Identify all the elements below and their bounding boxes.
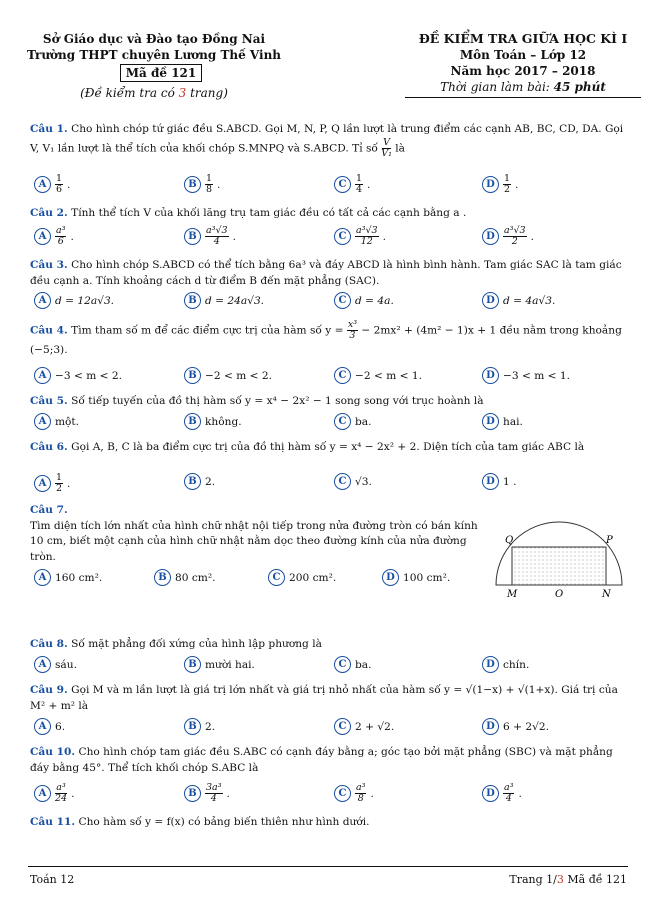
- option-b[interactable]: B −2 < m < 2.: [184, 367, 272, 384]
- option-c[interactable]: C 2 + √2.: [334, 718, 394, 735]
- question-1-text: Cho hình chóp tứ giác đều S.ABCD. Gọi M, N, P, Q lần lượt là trung điểm các cạnh AB, BC, CD, DA. Gọi V, V₁ lần lượt là thể tích của khối chóp S.MNPQ và S.ABCD. Tỉ số: [30, 123, 624, 154]
- footer-rule: [28, 866, 628, 867]
- question-10-text: Cho hình chóp tam giác đều S.ABC có cạnh đáy bằng a; góc tạo bởi mặt phẳng (SBC) và mặt phẳng đáy bằng 45°. Thể tích khối chóp S.ABC là: [30, 746, 613, 774]
- option-b[interactable]: B 80 cm².: [154, 569, 215, 586]
- option-b[interactable]: B $\frac{\text{a³√3}}{4}$ .: [184, 226, 236, 247]
- question-6-options: [34, 473, 631, 497]
- option-c[interactable]: C −2 < m < 1.: [334, 367, 422, 384]
- question-2-options: [34, 226, 631, 252]
- option-c[interactable]: C ba.: [334, 413, 371, 430]
- question-9-text: Gọi M và m lần lượt là giá trị lớn nhất và giá trị nhỏ nhất của hàm số y = √(1−x) + √(1+x). Giá trị của M² + m² là: [30, 684, 618, 712]
- footer-page-info: Trang 1/3 Mã đề 121: [509, 873, 627, 886]
- option-b[interactable]: B mười hai.: [184, 656, 255, 673]
- question-9-options: [34, 718, 631, 738]
- question-3-options: [34, 292, 631, 312]
- option-d[interactable]: D $\frac{1}{2}$ .: [482, 174, 518, 195]
- option-d[interactable]: D 6 + 2√2.: [482, 718, 549, 735]
- inscribed-rectangle: [512, 547, 606, 585]
- option-b[interactable]: B 2.: [184, 473, 215, 490]
- option-c[interactable]: C √3.: [334, 473, 372, 490]
- option-d[interactable]: D d = 4a√3.: [482, 292, 555, 309]
- option-c[interactable]: C $\frac{\text{a³√3}}{12}$ .: [334, 226, 386, 247]
- footer-subject: Toán 12: [30, 873, 75, 886]
- point-q-label: Q: [505, 535, 514, 546]
- option-c[interactable]: C 200 cm².: [268, 569, 336, 586]
- question-8: Câu 8. Số mặt phẳng đối xứng của hình lập phương là: [30, 638, 322, 650]
- option-a[interactable]: A d = 12a√3.: [34, 292, 114, 309]
- question-3-text: Cho hình chóp S.ABCD có thể tích bằng 6a³ và đáy ABCD là hình bình hành. Tam giác SAC là tam giác đều cạnh a. Tính khoảng cách d từ điểm B đến mặt phẳng (SAC).: [30, 259, 622, 287]
- question-2-text: Tính thể tích V của khối lăng trụ tam giác đều có tất cả các cạnh bằng a .: [71, 207, 467, 219]
- school-name: Trường THPT chuyên Lương Thế Vinh: [26, 48, 282, 62]
- point-p-label: P: [606, 535, 613, 546]
- option-a[interactable]: A $\frac{\text{a³}}{6}$ .: [34, 226, 74, 247]
- option-d[interactable]: D $\frac{\text{a³√3}}{2}$ .: [482, 226, 534, 247]
- option-d[interactable]: D chín.: [482, 656, 529, 673]
- question-5-options: [34, 413, 631, 433]
- question-6-text: Gọi A, B, C là ba điểm cực trị của đồ thị hàm số y = x⁴ − 2x² + 2. Diện tích của tam giác ABC là: [71, 441, 585, 453]
- option-d[interactable]: D 100 cm².: [382, 569, 450, 586]
- point-n-label: N: [602, 589, 611, 600]
- subject: Môn Toán – Lớp 12: [459, 48, 587, 62]
- question-10: Câu 10. Cho hình chóp tam giác đều S.ABC có cạnh đáy bằng a; góc tạo bởi mặt phẳng (SBC) và mặt phẳng đáy bằng 45°. Thể tích khối chóp S.ABC là: [30, 746, 613, 774]
- option-b[interactable]: B $\frac{\text{3a³}}{4}$ .: [184, 783, 230, 804]
- option-b[interactable]: B d = 24a√3.: [184, 292, 264, 309]
- question-4: Câu 4. Tìm tham số m để các điểm cực trị của hàm số y = $\frac{\text{x³}}{3}$ − 2mx² + (4m² − 1)x + 1 đều nằm trong khoảng (−5;3).: [30, 319, 622, 356]
- option-c[interactable]: C $\frac{\text{a³}}{8}$ .: [334, 783, 374, 804]
- option-c[interactable]: C ba.: [334, 656, 371, 673]
- school-year: Năm học 2017 – 2018: [450, 64, 596, 78]
- page-count-note: (Đề kiểm tra có 3 trang): [80, 86, 228, 100]
- option-b[interactable]: B $\frac{1}{8}$ .: [184, 174, 220, 195]
- option-c[interactable]: C d = 4a.: [334, 292, 394, 309]
- option-d[interactable]: D −3 < m < 1.: [482, 367, 570, 384]
- exam-title: ĐỀ KIỂM TRA GIỮA HỌC KÌ I: [418, 31, 628, 46]
- question-5-text: Số tiếp tuyến của đồ thị hàm số y = x⁴ − 2x² − 1 song song với trục hoành là: [71, 395, 484, 407]
- department-name: Sở Giáo dục và Đào tạo Đồng Nai: [42, 32, 266, 46]
- option-a[interactable]: A −3 < m < 2.: [34, 367, 122, 384]
- question-6: Câu 6. Gọi A, B, C là ba điểm cực trị của đồ thị hàm số y = x⁴ − 2x² + 2. Diện tích của tam giác ABC là: [30, 441, 585, 453]
- time-allowed: Thời gian làm bài: 45 phút: [405, 79, 641, 98]
- question-1-options: [34, 174, 631, 194]
- question-9: Câu 9. Gọi M và m lần lượt là giá trị lớn nhất và giá trị nhỏ nhất của hàm số y = √(1−x) + √(1+x). Giá trị của M² + m² là: [30, 684, 618, 712]
- exam-code-box: Mã đề 121: [120, 64, 202, 82]
- option-d[interactable]: D 1 .: [482, 473, 516, 490]
- question-4-options: [34, 367, 631, 387]
- question-11-text: Cho hàm số y = f(x) có bảng biến thiên như hình dưới.: [78, 816, 370, 828]
- option-d[interactable]: D $\frac{\text{a³}}{4}$ .: [482, 783, 522, 804]
- question-7: Câu 7. Tìm diện tích lớn nhất của hình chữ nhật nội tiếp trong nửa đường tròn có bán kính 10 cm, biết một cạnh của hình chữ nhật nằm dọc theo đường kính của nửa đường tròn.: [30, 503, 490, 565]
- question-3: Câu 3. Cho hình chóp S.ABCD có thể tích bằng 6a³ và đáy ABCD là hình bình hành. Tam giác SAC là tam giác đều cạnh a. Tính khoảng cách d từ điểm B đến mặt phẳng (SAC).: [30, 259, 622, 287]
- option-a[interactable]: A $\frac{1}{2}$ .: [34, 473, 70, 494]
- option-a[interactable]: A $\frac{1}{6}$ .: [34, 174, 70, 195]
- question-2: Câu 2. Tính thể tích V của khối lăng trụ tam giác đều có tất cả các cạnh bằng a .: [30, 207, 467, 219]
- question-5: Câu 5. Số tiếp tuyến của đồ thị hàm số y = x⁴ − 2x² − 1 song song với trục hoành là: [30, 395, 484, 407]
- option-a[interactable]: A 160 cm².: [34, 569, 102, 586]
- option-d[interactable]: D hai.: [482, 413, 523, 430]
- question-1: Câu 1. Cho hình chóp tứ giác đều S.ABCD. Gọi M, N, P, Q lần lượt là trung điểm các cạnh AB, BC, CD, DA. Gọi V, V₁ lần lượt là thể tích của khối chóp S.MNPQ và S.ABCD. Tỉ số $\frac{V}{\text{V₁}}$ là: [30, 123, 624, 159]
- option-a[interactable]: A một.: [34, 413, 79, 430]
- question-7-text: Tìm diện tích lớn nhất của hình chữ nhật nội tiếp trong nửa đường tròn có bán kính 10 cm, biết một cạnh của hình chữ nhật nằm dọc theo đường kính của nửa đường tròn.: [30, 519, 478, 563]
- question-7-options: [34, 569, 474, 589]
- point-m-label: M: [507, 589, 518, 600]
- semicircle-figure: [490, 515, 640, 600]
- option-a[interactable]: A sáu.: [34, 656, 77, 673]
- point-o-label: O: [555, 589, 564, 600]
- question-10-options: [34, 783, 631, 809]
- option-c[interactable]: C $\frac{1}{4}$ .: [334, 174, 370, 195]
- option-b[interactable]: B 2.: [184, 718, 215, 735]
- option-b[interactable]: B không.: [184, 413, 242, 430]
- question-8-options: [34, 656, 631, 676]
- option-a[interactable]: A 6.: [34, 718, 65, 735]
- question-8-text: Số mặt phẳng đối xứng của hình lập phương là: [71, 638, 322, 650]
- question-11: Câu 11. Cho hàm số y = f(x) có bảng biến thiên như hình dưới.: [30, 816, 370, 828]
- option-a[interactable]: A $\frac{\text{a³}}{24}$ .: [34, 783, 74, 804]
